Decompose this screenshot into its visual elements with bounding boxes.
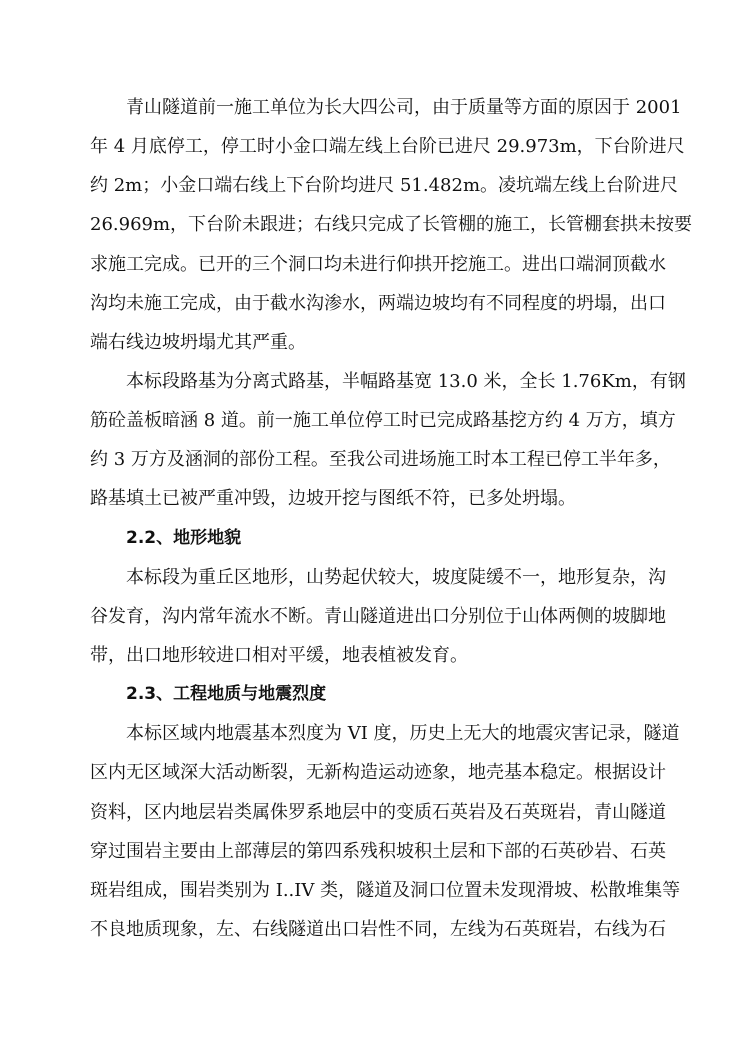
paragraph-line: 筋砼盖板暗涵 8 道。前一施工单位停工时已完成路基挖方约 4 万方，填方 [90, 410, 676, 432]
paragraph-line: 不良地质现象，左、右线隧道出口岩性不同，左线为石英斑岩，右线为石 [90, 918, 666, 940]
paragraph-line: 带，出口地形较进口相对平缓，地表植被发育。 [90, 644, 468, 666]
paragraph [90, 362, 686, 519]
paragraph-line: 本标区域内地震基本烈度为 VI 度，历史上无大的地震灾害记录，隧道 [126, 723, 680, 745]
paragraph-line: 路基填土已被严重冲毁，边坡开挖与图纸不符，已多处坍塌。 [90, 488, 576, 510]
paragraph-line: 穿过围岩主要由上部薄层的第四系残积坡积土层和下部的石英砂岩、石英 [90, 840, 666, 862]
paragraph-line: 资料，区内地层岩类属侏罗系地层中的变质石英岩及石英斑岩，青山隧道 [90, 801, 666, 823]
paragraph-line: 约 3 万方及涵洞的部份工程。至我公司进场施工时本工程已停工半年多， [90, 449, 671, 471]
paragraph [90, 558, 666, 675]
paragraph-line: 本标段为重丘区地形，山势起伏较大，坡度陡缓不一，地形复杂，沟 [126, 566, 666, 588]
section-heading: 2.3、工程地质与地震烈度 [126, 684, 327, 705]
paragraph-line: 沟均未施工完成，由于截水沟渗水，两端边坡均有不同程度的坍塌，出口 [90, 292, 666, 314]
paragraph-line: 端右线边坡坍塌尤其严重。 [90, 331, 306, 353]
paragraph-line: 26.969m，下台阶未跟进；右线只完成了长管棚的施工，长管棚套拱未按要 [90, 214, 693, 236]
paragraph-line: 谷发育，沟内常年流水不断。青山隧道进出口分别位于山体两侧的坡脚地 [90, 605, 666, 627]
paragraph-line: 斑岩组成，围岩类别为 I..IV 类，隧道及洞口位置未发现滑坡、松散堆集等 [90, 879, 681, 901]
paragraph-line: 求施工完成。已开的三个洞口均未进行仰拱开挖施工。进出口端洞顶截水 [90, 253, 666, 275]
paragraph-line: 约 2m；小金口端右线上下台阶均进尺 51.482m。凌坑端左线上台阶进尺 [90, 175, 679, 197]
document-page [90, 88, 693, 949]
paragraph-line: 年 4 月底停工，停工时小金口端左线上台阶已进尺 29.973m，下台阶进尺 [90, 136, 685, 158]
paragraph [90, 714, 681, 949]
paragraph [90, 88, 693, 362]
section-heading: 2.2、地形地貌 [126, 527, 242, 548]
paragraph-line: 本标段路基为分离式路基，半幅路基宽 13.0 米，全长 1.76Km，有钢 [126, 370, 686, 392]
paragraph-line: 区内无区域深大活动断裂，无新构造运动迹象，地壳基本稳定。根据设计 [90, 762, 666, 784]
paragraph-line: 青山隧道前一施工单位为长大四公司，由于质量等方面的原因于 2001 [126, 97, 682, 118]
